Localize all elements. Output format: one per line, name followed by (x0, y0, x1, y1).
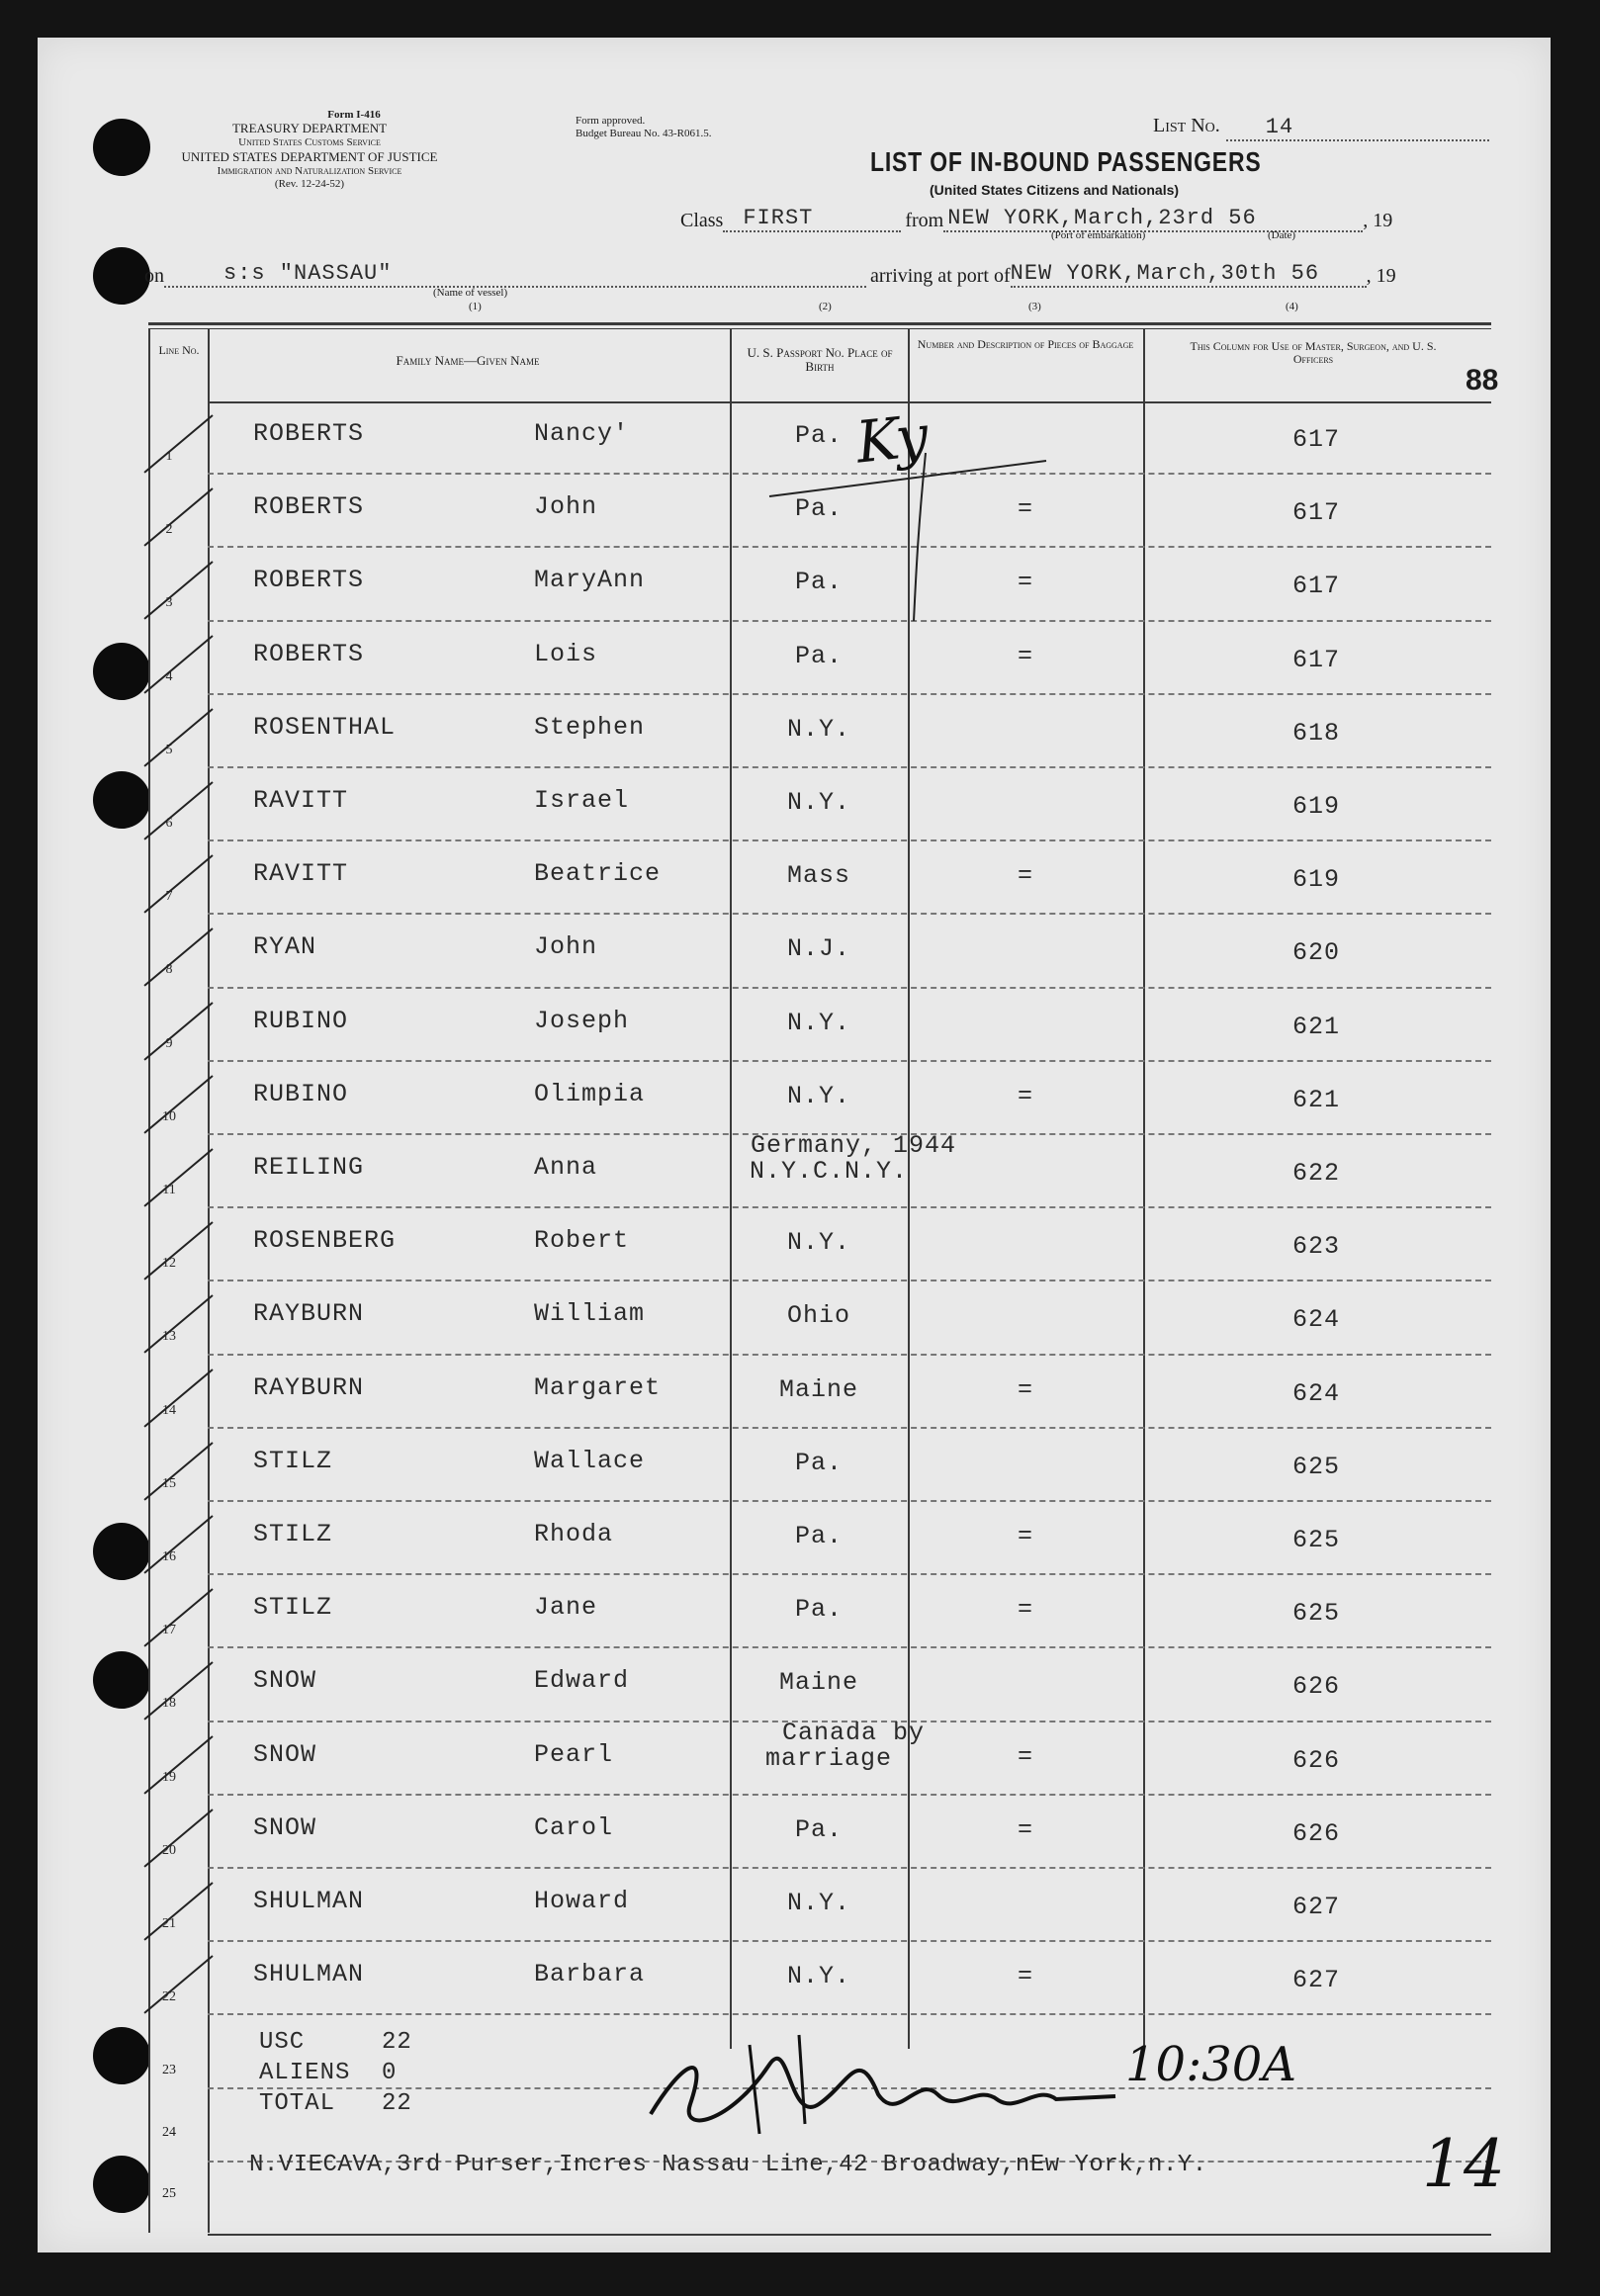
from-label: from (905, 210, 944, 231)
given-name: Carol (534, 1812, 614, 1842)
family-name: ROBERTS (253, 492, 365, 522)
officer-number: 617 (1291, 498, 1340, 528)
given-name: Rhoda (534, 1520, 614, 1548)
arriving-label: arriving at port of (870, 265, 1011, 287)
given-name: Anna (534, 1153, 598, 1182)
birthplace: Maine (778, 1374, 858, 1404)
punch-hole (93, 247, 150, 305)
officer-number: 626 (1291, 1672, 1340, 1702)
officer-number: 624 (1291, 1378, 1340, 1408)
family-name: RAYBURN (253, 1372, 365, 1402)
baggage-ditto: = (1017, 568, 1033, 597)
family-name: RUBINO (253, 1079, 349, 1108)
birthplace: Pa. (794, 641, 843, 670)
officer-number: 627 (1291, 1893, 1340, 1921)
treasury-dept: TREASURY DEPARTMENT (231, 120, 388, 135)
baggage-ditto: = (1017, 1741, 1033, 1771)
family-name: RUBINO (253, 1006, 349, 1035)
row-line-number: 21 (162, 1916, 176, 1931)
birthplace: Pa. (794, 1595, 843, 1625)
handwritten-time: 10:30A (1125, 2037, 1296, 2092)
row-line-number: 13 (162, 1329, 176, 1345)
baggage-ditto: = (1017, 1962, 1033, 1991)
officer-number: 624 (1291, 1305, 1340, 1335)
given-name: Lois (534, 639, 598, 668)
row-line-number: 5 (165, 742, 173, 757)
list-no-value: 14 (1226, 115, 1489, 141)
col-header-officers: This Column for Use of Master, Surgeon, and U. S. Officers (1190, 339, 1437, 367)
birthplace: Pa. (794, 421, 843, 450)
punch-hole (93, 1523, 150, 1580)
row-line-number: 18 (162, 1696, 176, 1712)
given-name: Margaret (534, 1372, 662, 1402)
pen-stroke (750, 413, 1066, 631)
birthplace: marriage (764, 1743, 893, 1773)
manifest-page (38, 38, 1551, 2252)
family-name: ROBERTS (253, 419, 365, 448)
form-number: Form I-416 (327, 109, 381, 121)
officer-number: 625 (1291, 1452, 1340, 1481)
on-label: on (144, 265, 164, 287)
class-label: Class (680, 210, 724, 231)
given-name: John (534, 492, 598, 522)
officer-number: 617 (1291, 572, 1340, 601)
officer-number: 627 (1291, 1966, 1340, 1995)
from-year: , 19 (1363, 210, 1393, 231)
given-name: Israel (534, 786, 630, 815)
arriving-year: , 19 (1366, 265, 1396, 287)
row-line-number: 17 (162, 1623, 176, 1638)
col-header-line: Line No. (158, 343, 200, 357)
baggage-ditto: = (1017, 1081, 1033, 1110)
row-line-number: 24 (162, 2124, 176, 2140)
birthplace: N.Y.C.N.Y. (749, 1157, 909, 1186)
list-no-label: List No. (1153, 115, 1220, 136)
family-name: ROSENTHAL (253, 712, 397, 742)
family-name: RAVITT (253, 859, 349, 889)
row-line-number: 9 (165, 1035, 173, 1051)
given-name: John (534, 932, 598, 962)
justice-dept: UNITED STATES DEPARTMENT OF JUSTICE (181, 149, 438, 165)
total-label: TOTAL (259, 2090, 336, 2117)
birthplace: N.Y. (786, 1081, 850, 1110)
col-header-passport: U. S. Passport No. Place of Birth (747, 345, 893, 375)
date-caption: (Date) (1268, 229, 1296, 241)
family-name: SHULMAN (253, 1887, 365, 1915)
birthplace: Maine (778, 1668, 858, 1698)
customs-service: United States Customs Service (238, 135, 381, 148)
officer-number: 620 (1291, 938, 1340, 968)
given-name: Olimpia (534, 1079, 646, 1108)
handwritten-ky: Ky (852, 401, 932, 477)
birthplace: N.Y. (786, 1008, 850, 1037)
given-name: Howard (534, 1887, 630, 1915)
given-name: Wallace (534, 1446, 646, 1475)
row-line-number: 2 (165, 522, 173, 538)
officer-number: 622 (1291, 1159, 1340, 1188)
birthplace: N.Y. (786, 788, 850, 817)
officer-number: 617 (1291, 645, 1340, 674)
col-3-caption: (3) (1028, 301, 1041, 312)
baggage-ditto: = (1017, 1522, 1033, 1550)
birthplace-note: Canada by (781, 1718, 926, 1747)
row-line-number: 23 (162, 2063, 176, 2078)
arriving-value: NEW YORK,March,30th 56 (1011, 261, 1367, 288)
officer-number: 619 (1291, 865, 1340, 895)
officer-number: 617 (1291, 425, 1340, 454)
given-name: Barbara (534, 1960, 646, 1989)
given-name: Jane (534, 1593, 598, 1623)
col-2-caption: (2) (819, 301, 832, 312)
page-title: LIST OF IN-BOUND PASSENGERS (870, 146, 1262, 177)
punch-hole (93, 643, 150, 700)
row-line-number: 6 (165, 816, 173, 831)
given-name: Nancy' (534, 419, 630, 448)
row-line-number: 4 (165, 668, 173, 684)
ins-service: Immigration and Naturalization Service (217, 165, 402, 178)
baggage-ditto: = (1017, 494, 1033, 524)
from-value: NEW YORK,March,23rd 56 (943, 206, 1363, 232)
family-name: REILING (253, 1153, 365, 1182)
row-line-number: 16 (162, 1549, 176, 1564)
row-line-number: 11 (162, 1183, 176, 1197)
baggage-ditto: = (1017, 861, 1033, 891)
approval-block (576, 115, 711, 139)
page-subtitle: (United States Citizens and Nationals) (930, 182, 1180, 198)
family-name: RAVITT (253, 786, 349, 815)
given-name: Robert (534, 1226, 630, 1256)
totals-block (259, 2027, 412, 2119)
officer-number: 619 (1291, 792, 1340, 821)
birthplace: N.Y. (786, 714, 850, 744)
birthplace: Pa. (794, 1814, 843, 1844)
officer-number: 618 (1291, 718, 1340, 748)
punch-hole (93, 771, 150, 829)
row-line-number: 25 (162, 2185, 176, 2201)
row-line-number: 14 (162, 1402, 176, 1418)
vessel-value: s:s "NASSAU" (164, 261, 866, 288)
page-number: 88 (1466, 364, 1499, 397)
aliens-count: 0 (382, 2060, 398, 2086)
officer-number: 621 (1291, 1012, 1340, 1041)
punch-hole (93, 119, 150, 176)
birthplace: N.J. (786, 934, 850, 964)
family-name: SNOW (253, 1739, 317, 1769)
row-line-number: 20 (162, 1842, 176, 1858)
family-name: ROBERTS (253, 639, 365, 668)
revision: (Rev. 12-24-52) (274, 177, 345, 190)
aliens-label: ALIENS (259, 2060, 351, 2086)
family-name: STILZ (253, 1446, 333, 1475)
family-name: STILZ (253, 1520, 333, 1548)
form-approved: Form approved. (576, 115, 646, 127)
given-name: Stephen (534, 712, 646, 742)
family-name: SNOW (253, 1666, 317, 1696)
punch-hole (93, 2027, 150, 2084)
officer-number: 625 (1291, 1599, 1340, 1629)
row-line-number: 7 (165, 889, 173, 905)
given-name: Joseph (534, 1006, 630, 1035)
family-name: SHULMAN (253, 1960, 365, 1989)
punch-hole (93, 2156, 150, 2213)
row-line-number: 10 (162, 1108, 176, 1124)
officer-number: 623 (1291, 1232, 1340, 1262)
row-line-number: 3 (165, 595, 173, 611)
officer-number: 626 (1291, 1818, 1340, 1848)
row-line-number: 12 (162, 1256, 176, 1272)
birthplace-note: Germany, 1944 (750, 1131, 957, 1160)
row-line-number: 1 (165, 449, 173, 464)
form-identifier (146, 109, 473, 190)
purser-line: N.VIECAVA,3rd Purser,Incres Nassau Line,42 Broadway,nEw York,n.Y. (249, 2152, 1207, 2178)
baggage-ditto: = (1017, 1595, 1033, 1625)
given-name: Beatrice (534, 859, 662, 889)
vessel-row (144, 261, 1491, 288)
row-line-number: 19 (162, 1769, 176, 1785)
family-name: RYAN (253, 932, 317, 962)
row-line-number: 22 (162, 1989, 176, 2005)
class-row (680, 206, 1491, 232)
port-caption: (Port of embarkation) (1051, 229, 1146, 241)
total-count: 22 (382, 2090, 412, 2117)
family-name: STILZ (253, 1593, 333, 1623)
given-name: Edward (534, 1666, 630, 1696)
given-name: William (534, 1299, 646, 1329)
officer-number: 625 (1291, 1526, 1340, 1554)
family-name: ROSENBERG (253, 1226, 397, 1256)
col-4-caption: (4) (1286, 301, 1298, 312)
birthplace: Pa. (794, 494, 843, 524)
class-value: FIRST (723, 206, 901, 232)
birthplace: Ohio (786, 1301, 850, 1331)
baggage-ditto: = (1017, 1814, 1033, 1844)
baggage-ditto: = (1017, 1374, 1033, 1404)
budget-bureau: Budget Bureau No. 43-R061.5. (576, 127, 712, 139)
signature (621, 2005, 1135, 2154)
family-name: ROBERTS (253, 566, 365, 595)
col-header-name: Family Name—Given Name (396, 353, 540, 368)
birthplace: N.Y. (786, 1962, 850, 1991)
birthplace: Pa. (794, 1448, 843, 1477)
birthplace: N.Y. (786, 1889, 850, 1917)
birthplace: Pa. (794, 1522, 843, 1550)
family-name: SNOW (253, 1812, 317, 1842)
handwritten-list-mark: 14 (1422, 2126, 1505, 2202)
birthplace: N.Y. (786, 1228, 850, 1258)
officer-number: 626 (1291, 1745, 1340, 1775)
vessel-caption: (Name of vessel) (433, 287, 508, 299)
birthplace: Pa. (794, 568, 843, 597)
birthplace: Mass (786, 861, 850, 891)
usc-label: USC (259, 2029, 306, 2056)
col-1-caption: (1) (469, 301, 482, 312)
given-name: MaryAnn (534, 566, 646, 595)
row-line-number: 15 (162, 1475, 176, 1491)
list-number-row (1153, 115, 1489, 141)
row-line-number: 8 (165, 962, 173, 978)
punch-hole (93, 1651, 150, 1709)
officer-number: 621 (1291, 1085, 1340, 1114)
col-header-baggage: Number and Description of Pieces of Baggage (917, 337, 1134, 351)
given-name: Pearl (534, 1739, 614, 1769)
usc-count: 22 (382, 2029, 412, 2056)
family-name: RAYBURN (253, 1299, 365, 1329)
baggage-ditto: = (1017, 641, 1033, 670)
